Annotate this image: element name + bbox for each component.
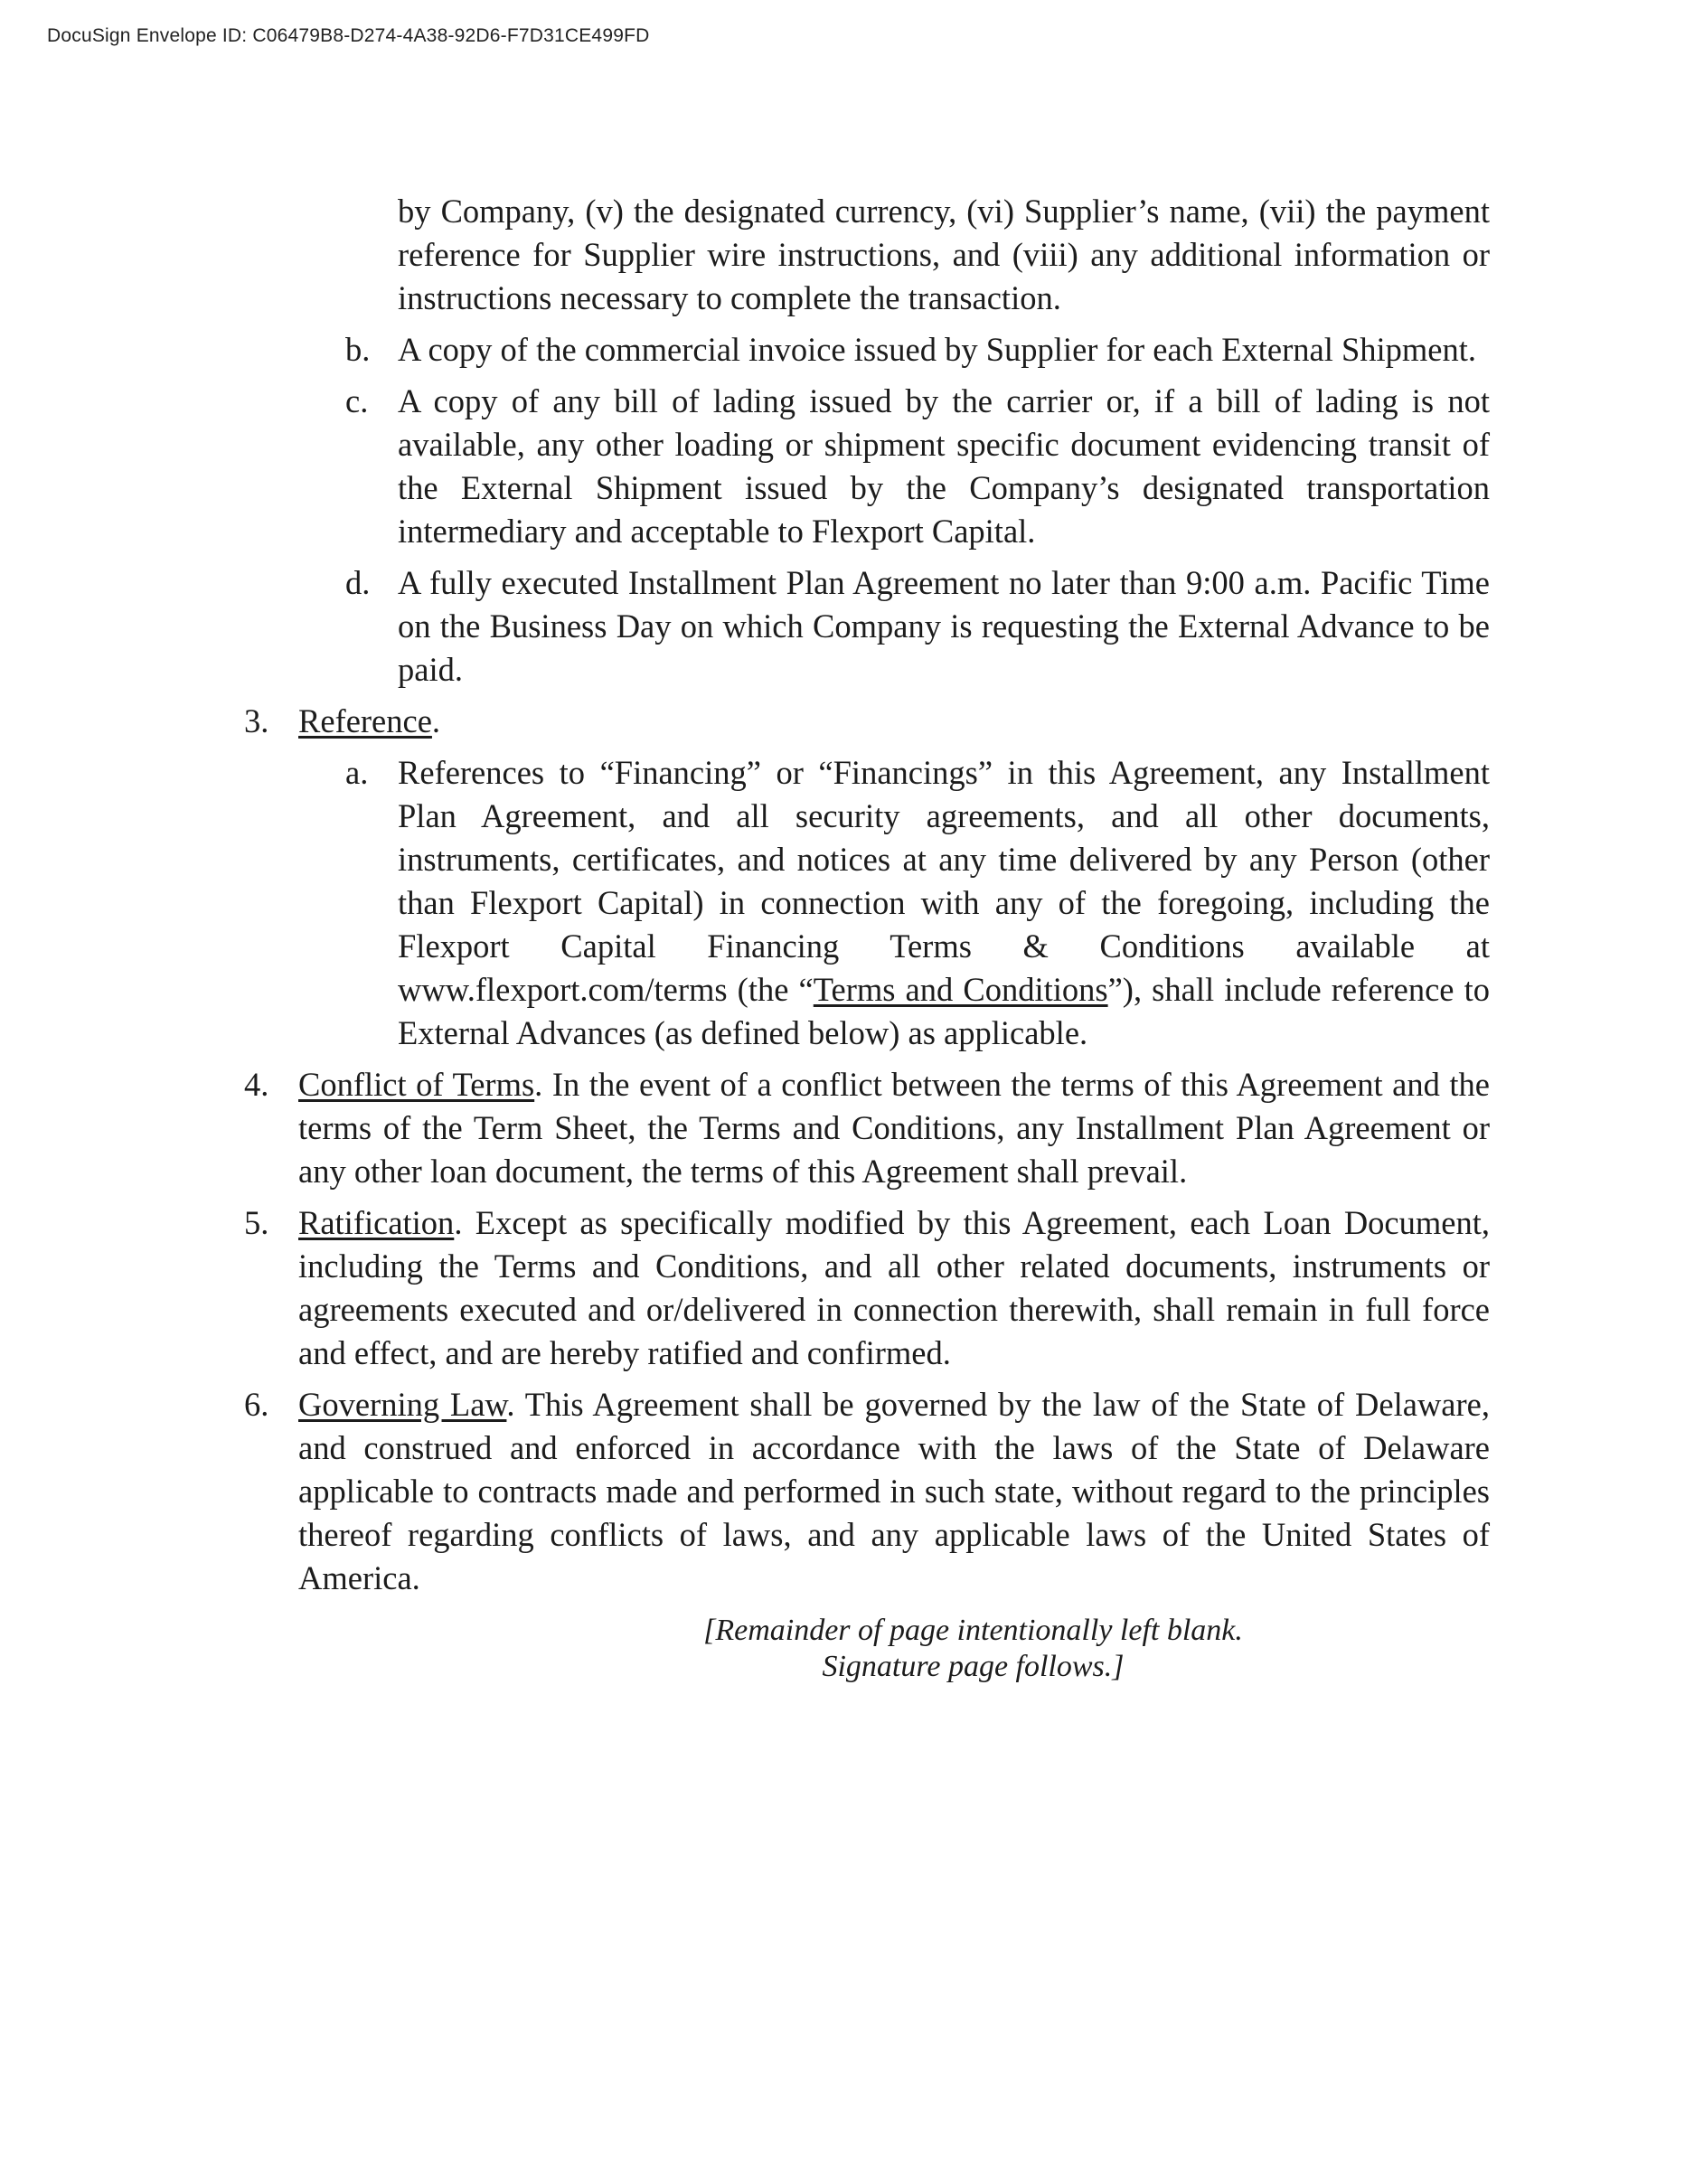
list-marker: b.: [345, 331, 371, 368]
document-body: [244, 190, 1490, 1685]
list-marker: d.: [345, 564, 371, 601]
list-item-2b: [244, 328, 1490, 372]
section-6: [244, 1383, 1490, 1600]
section-4: [244, 1063, 1490, 1193]
section-number: 3.: [244, 702, 269, 739]
list-marker: c.: [345, 382, 369, 419]
list-item-text-after: ”), shall include reference to External Advances (as defined below) as applicable.: [398, 971, 1490, 1051]
list-item-2c: [244, 380, 1490, 553]
list-item-3a: [244, 751, 1490, 1055]
section-number: 6.: [244, 1386, 269, 1423]
list-item-text: A copy of any bill of lading issued by the carrier or, if a bill of lading is not available, any other loading or shipment specific document evidencing transit of the External Shipment issued by the Company’s designated transportation intermediary and acceptable to Flexport Capital.: [398, 382, 1490, 550]
section-number: 4.: [244, 1066, 269, 1103]
section-heading: Conflict of Terms: [298, 1066, 535, 1103]
section-heading: Governing Law: [298, 1386, 507, 1423]
docusign-envelope-id: DocuSign Envelope ID: C06479B8-D274-4A38-92D6-F7D31CE499FD: [47, 25, 650, 46]
section-3: [244, 700, 1490, 743]
list-item-2d: [244, 561, 1490, 692]
section-text: . This Agreement shall be governed by the law of the State of Delaware, and construed and enforced in accordance with the laws of the State of Delaware applicable to contracts made and performed in such state, without regard to the principles thereof regarding conflicts of laws, and any applicable laws of the United States of America.: [298, 1386, 1490, 1596]
section-heading-suffix: .: [431, 702, 441, 739]
section-heading: Ratification: [298, 1204, 455, 1241]
continuation-paragraph: by Company, (v) the designated currency, (vi) Supplier’s name, (vii) the payment reference for Supplier wire instructions, and (viii) any additional information or instructions necessary to complete the transaction.: [398, 193, 1490, 316]
defined-term: Terms and Conditions: [813, 971, 1108, 1008]
list-item-text: A copy of the commercial invoice issued by Supplier for each External Shipment.: [398, 331, 1477, 368]
section-5: [244, 1201, 1490, 1375]
section-number: 5.: [244, 1204, 269, 1241]
list-item-text-before: References to “Financing” or “Financings” in this Agreement, any Installment Plan Agreement, and all security agreements, and all other documents, instruments, certificates, and notices at any time delivered by any Person (other than Flexport Capital) in connection with any of the foregoing, including the Flexport Capital Financing Terms & Conditions available at www.flexport.com/terms (the “: [398, 754, 1490, 1008]
closing-note-line-1: [Remainder of page intentionally left blank.: [703, 1614, 1243, 1647]
closing-note-line-2: Signature page follows.]: [822, 1650, 1125, 1683]
list-item-text: A fully executed Installment Plan Agreement no later than 9:00 a.m. Pacific Time on the Business Day on which Company is requesting the External Advance to be paid.: [398, 564, 1490, 688]
section-text: . In the event of a conflict between the terms of this Agreement and the terms of the Term Sheet, the Terms and Conditions, any Installment Plan Agreement or any other loan document, the terms of this Agreement shall prevail.: [298, 1066, 1490, 1190]
closing-note: [244, 1613, 1490, 1685]
list-marker: a.: [345, 754, 369, 791]
section-text: . Except as specifically modified by this Agreement, each Loan Document, including the Terms and Conditions, and all other related documents, instruments or agreements executed and or/delivered in connection therewith, shall remain in full force and effect, and are hereby ratified and confirmed.: [298, 1204, 1490, 1371]
section-heading: Reference: [298, 702, 432, 739]
